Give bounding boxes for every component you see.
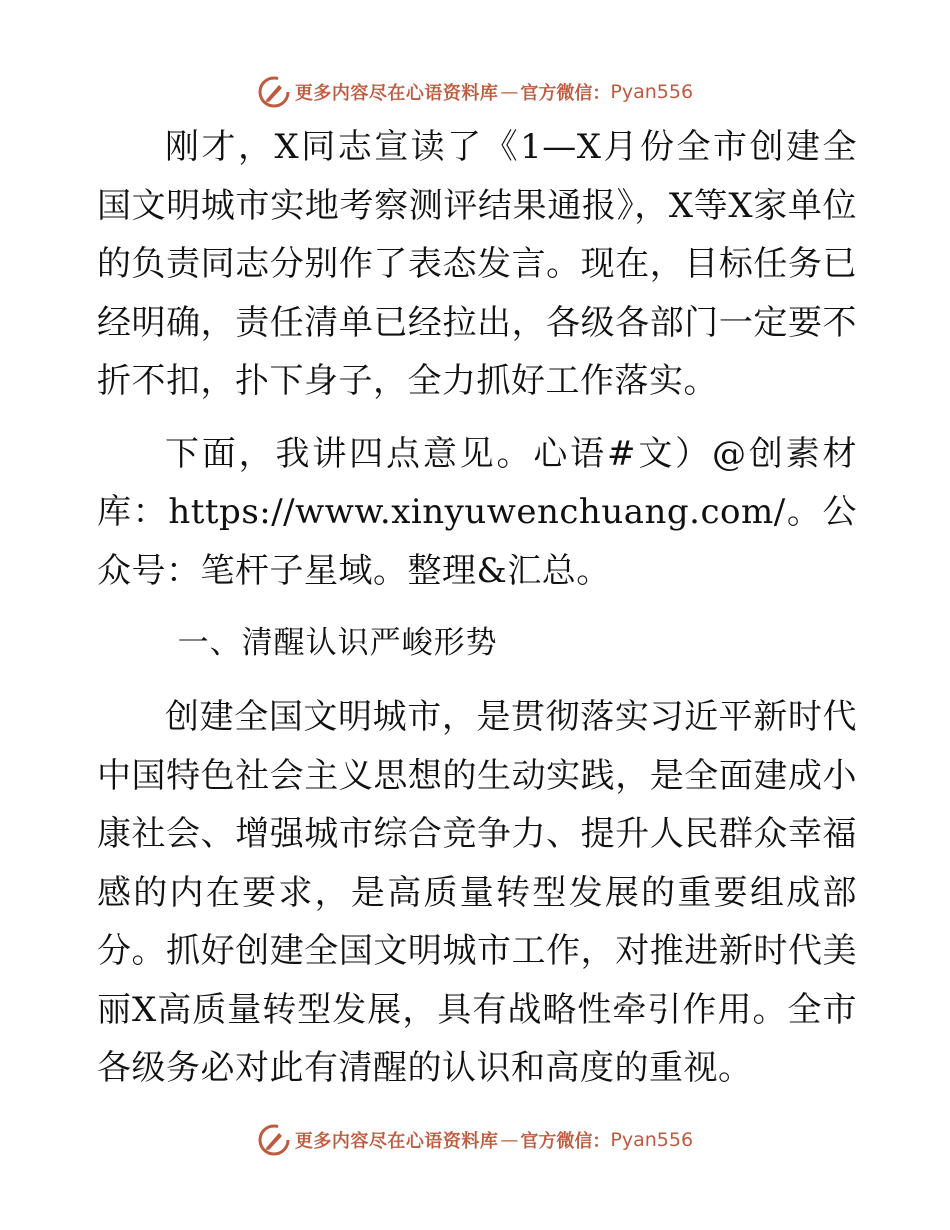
banner-dash: —	[500, 81, 519, 103]
banner-wechat-label: 官方微信：	[520, 1131, 611, 1152]
banner-text: 更多内容尽在心语资料库	[294, 83, 499, 104]
banner-wechat-id: Pyan556	[610, 81, 694, 103]
paragraph-section-body: 创建全国文明城市，是贯彻落实习近平新时代中国特色社会主义思想的生动实践，是全面建成小康社会、增强城市综合竞争力、提升人民群众幸福感的内在要求，是高质量转型发展的重要组成部分。抓好创建全国文明城市工作，对推进新时代美丽X高质量转型发展，具有战略性牵引作用。全市各级务必对此有清醒的认识和高度的重视。	[97, 697, 857, 1088]
section-heading: 一、清醒认识严峻形势	[177, 625, 498, 661]
paragraph-outline: 下面，我讲四点意见。心语#文）@创素材库：https://www.xinyuwenchuang.com/。公众号：笔杆子星域。整理&汇总。	[97, 433, 857, 591]
footer-banner	[0, 1120, 950, 1160]
banner-wechat-id: Pyan556	[610, 1129, 694, 1151]
banner-wechat-label: 官方微信：	[520, 83, 611, 104]
document-body	[97, 118, 857, 1098]
header-banner	[0, 72, 950, 112]
pen-circle-logo-icon	[257, 1123, 291, 1157]
paragraph-intro: 刚才，X同志宣读了《1—X月份全市创建全国文明城市实地考察测评结果通报》，X等X家单位的负责同志分别作了表态发言。现在，目标任务已经明确，责任清单已经拉出，各级各部门一定要不折不扣，扑下身子，全力抓好工作落实。	[97, 127, 857, 401]
pen-circle-logo-icon	[257, 75, 291, 109]
banner-text: 更多内容尽在心语资料库	[294, 1131, 499, 1152]
banner-dash: —	[500, 1129, 519, 1151]
